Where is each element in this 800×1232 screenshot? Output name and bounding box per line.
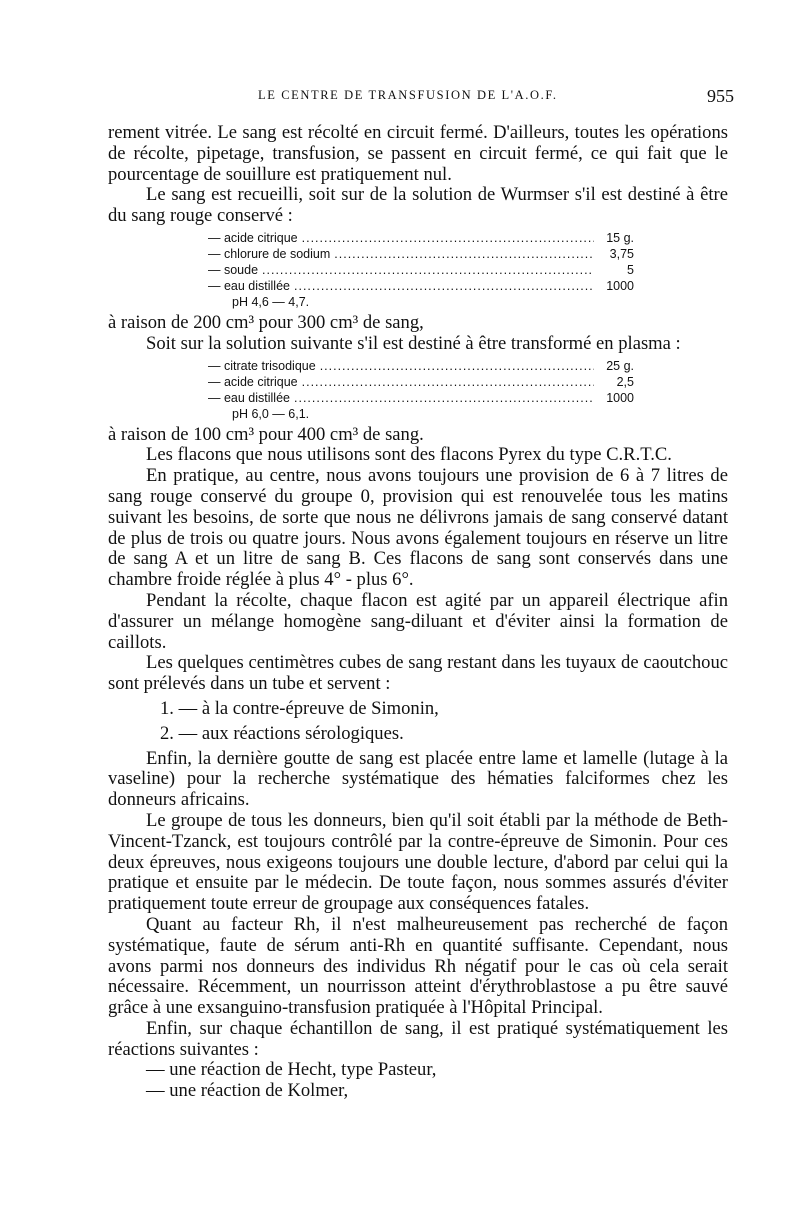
leader-dots (302, 230, 594, 246)
recipe-row (208, 390, 634, 406)
page-number: 955 (707, 86, 734, 106)
plasma-solution-recipe (208, 358, 634, 422)
leader-dots (302, 374, 594, 390)
ingredient-name: — soude (208, 262, 259, 277)
ingredient-quantity: 25 g. (606, 358, 634, 373)
reactions-list (108, 1060, 728, 1102)
list-item: — une réaction de Hecht, type Pasteur, (146, 1059, 437, 1081)
list-item: 2. — aux réactions sérologiques. (160, 722, 404, 744)
paragraph: Le sang est recueilli, soit sur de la solution de Wurmser s'il est destiné à être du sang rouge conservé : (108, 184, 728, 227)
paragraph: En pratique, au centre, nous avons toujours une provision de 6 à 7 litres de sang rouge conservé du groupe 0, provision qui est renouvelée tous les matins suivant les besoins, de sorte que nous ne délivrons jamais de sang conservé datant de plus de trois ou quatre jours. Nous avons également toujours en réserve un litre de sang A et un litre de sang B. Ces flacons de sang sont conservés dans une chambre froide réglée à plus 4° - plus 6°. (108, 465, 728, 591)
paragraph: Le groupe de tous les donneurs, bien qu'il soit établi par la méthode de Beth-Vincent-Tzanck, est toujours contrôlé par la contre-épreuve de Simonin. Pour ces deux épreuves, nous exigeons toujours une double lecture, d'abord par celui qui la pratique et ensuite par le médecin. De toute façon, nous sommes assurés d'éviter pratiquement toute erreur de groupage aux conséquences fatales. (108, 809, 728, 915)
ingredient-name: — acide citrique (208, 374, 298, 389)
ingredient-name: — citrate trisodique (208, 358, 316, 373)
ingredient-quantity: 1000 (606, 390, 634, 405)
ph-value: pH 6,0 — 6,1. (232, 406, 310, 421)
paragraph: à raison de 200 cm³ pour 300 cm³ de sang, (108, 311, 424, 333)
recipe-row (208, 374, 634, 390)
ingredient-name: — eau distillée (208, 278, 290, 293)
ingredient-quantity: 15 g. (606, 230, 634, 245)
paragraph: Quant au facteur Rh, il n'est malheureusement pas recherché de façon systématique, faute de sérum anti-Rh en quantité suffisante. Cependant, nous avons parmi nos donneurs des individus Rh négatif pour le cas où cela serait nécessaire. Récemment, un nourrisson atteint d'érythroblastose a pu être sauvé grâce à une exsanguino-transfusion pratiquée à l'Hôpital Principal. (108, 913, 728, 1019)
ingredient-name: — eau distillée (208, 390, 290, 405)
ingredient-quantity: 3,75 (609, 246, 634, 261)
recipe-row (208, 262, 634, 278)
wurmser-solution-recipe (208, 230, 634, 310)
leader-dots (294, 390, 594, 406)
list-item: 1. — à la contre-épreuve de Simonin, (160, 697, 439, 719)
list-item: — une réaction de Kolmer, (146, 1080, 349, 1102)
ph-value: pH 4,6 — 4,7. (232, 294, 310, 309)
page-header (108, 88, 734, 112)
ingredient-quantity: 1000 (606, 278, 634, 293)
leader-dots (320, 358, 594, 374)
leader-dots (262, 262, 594, 278)
numbered-list (108, 699, 728, 745)
recipe-row (208, 358, 634, 374)
paragraph: Enfin, sur chaque échantillon de sang, il est pratiqué systématiquement les réactions suivantes : (108, 1017, 728, 1060)
body-text (108, 123, 728, 1102)
paragraph: Les quelques centimètres cubes de sang restant dans les tuyaux de caoutchouc sont prélevés dans un tube et servent : (108, 652, 728, 695)
recipe-row (208, 246, 634, 262)
ingredient-quantity: 2,5 (616, 374, 634, 389)
paragraph: Soit sur la solution suivante s'il est destiné à être transformé en plasma : (146, 332, 681, 354)
ingredient-quantity: 5 (627, 262, 634, 277)
recipe-row (208, 230, 634, 246)
ingredient-name: — acide citrique (208, 230, 298, 245)
leader-dots (294, 278, 594, 294)
paragraph: à raison de 100 cm³ pour 400 cm³ de sang. (108, 423, 424, 445)
recipe-row (208, 278, 634, 294)
paragraph: Pendant la récolte, chaque flacon est agité par un appareil électrique afin d'assurer un mélange homogène sang-diluant et d'éviter ainsi la formation de caillots. (108, 589, 728, 653)
leader-dots (334, 246, 594, 262)
running-title: LE CENTRE DE TRANSFUSION DE L'A.O.F. (258, 88, 558, 102)
paragraph: rement vitrée. Le sang est récolté en circuit fermé. D'ailleurs, toutes les opérations de récolte, pipetage, transfusion, se passent en circuit fermé, ce qui fait que le pourcentage de souillure est pratiquement nul. (108, 122, 728, 185)
paragraph: Enfin, la dernière goutte de sang est placée entre lame et lamelle (lutage à la vaseline) pour la recherche systématique des hématies falciformes chez les donneurs africains. (108, 747, 728, 811)
ingredient-name: — chlorure de sodium (208, 246, 331, 261)
paragraph: Les flacons que nous utilisons sont des flacons Pyrex du type C.R.T.C. (146, 444, 672, 466)
